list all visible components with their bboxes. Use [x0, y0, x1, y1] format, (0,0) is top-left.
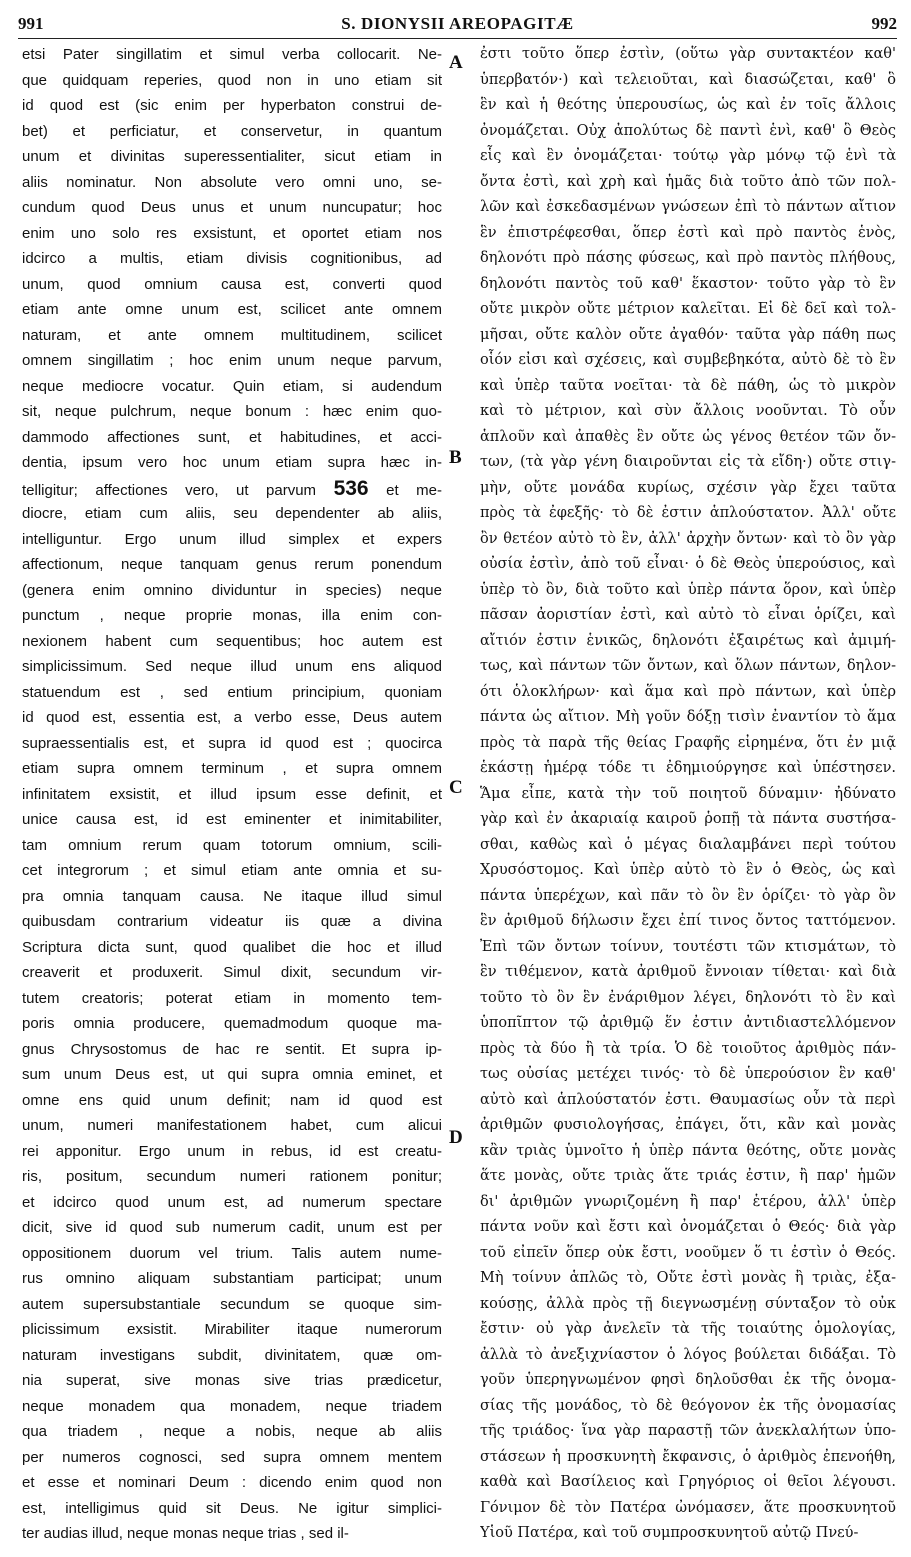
header-rule — [18, 38, 897, 39]
latin-text-line: idcirco a multis, etiam divisis cognitionibus, ad — [22, 250, 442, 267]
latin-text-line: naturam investigans subdit, divinitatem, quæ om- — [22, 1346, 442, 1364]
latin-text-line: et idcirco quod unum est, ad numerum spectare — [22, 1193, 442, 1211]
latin-text-line: dentia, ipsum vero hoc unum etiam supra hæc in- — [22, 454, 442, 471]
latin-text-line: pra omnia tanquam causa. Ne itaque illud simul — [22, 887, 442, 905]
latin-text-line: ter audias illud, neque monas neque trias , sed il- — [22, 1525, 349, 1542]
section-marker-c: C — [449, 777, 463, 798]
greek-text-line: δι' ἀριθμῶν γνωριζομένη ἢ παρ' ἑτέρου, ἀλλ' ὑπὲρ — [480, 1193, 896, 1210]
greek-text-line: ἀριθμῶν φυσιολογήσας, ἐπάγει, ὅτι, κἂν καὶ μονὰς — [480, 1117, 896, 1133]
greek-text-line: καθὰ καὶ Βασίλειος καὶ Γρηγόριος οἱ θεῖοι λέγουσι. — [480, 1474, 896, 1490]
running-header — [18, 8, 897, 38]
latin-text-line: creaverit et produxerit. Simul dixit, secundum vir- — [22, 964, 442, 981]
greek-text-line: πάντα νοῦν καὶ ἔστι καὶ ὀνομάζεται ὁ Θεός· διὰ γὰρ — [480, 1219, 896, 1235]
greek-text-line: τοῦ εἰπεῖν ὅπερ οὐκ ἔστι, νοοῦμεν ὅ τι ἐστὶν ὁ Θεός. — [480, 1244, 896, 1261]
greek-text-line: δηλονότι παντὸς τοῦ καθ' ἕκαστον· τοῦτο γὰρ τὸ ἓν — [480, 275, 896, 292]
greek-text-line: στάσεων ἡ προσκυνητὴ ἔκφανσις, ὁ ἀριθμὸς ἐπενοήθη, — [480, 1448, 896, 1465]
latin-text-line: infinitatem exsistit, et illud ipsum esse definit, et — [22, 785, 442, 803]
greek-text-line: ἓν ἐπιστρέφεσθαι, ὅπερ ἐστὶ καὶ πρὸ παντὸς ἑνὸς, — [480, 224, 896, 241]
greek-text-line: των, (τὰ γὰρ γένη διαιροῦνται εἰς τὰ εἴδη·) οὔτε στιγ- — [480, 454, 896, 470]
greek-text-line: καὶ τὸ μέτριον, καὶ σὺν ἄλλοις νοοῦνται. Τὸ οὖν — [480, 403, 896, 419]
latin-text-line: tam omnium rerum quam totorum omnium, scili- — [22, 836, 442, 854]
latin-text-line: unum et divinitas superessentialiter, sicut etiam in — [22, 148, 442, 165]
greek-text-line: Ἐπὶ τῶν ὄντων τοίνυν, τουτέστι τῶν κτισμάτων, τὸ — [480, 938, 896, 955]
latin-text-line: ris, positum, secundum numeri rationem ponitur; — [22, 1168, 442, 1185]
running-title: S. DIONYSII AREOPAGITÆ — [341, 14, 574, 33]
greek-text-line: ἓν τιθέμενον, κατὰ ἀριθμοῦ ἔννοιαν τίθεται· καὶ διὰ — [480, 964, 896, 980]
latin-text-line — [22, 476, 442, 502]
latin-text-line: cundum quod Deus unus et unum nuncupatur; hoc — [22, 199, 442, 216]
greek-text-line: λῶν καὶ ἐσκεδασμένων γνώσεων ἐπὶ τὸ πάντων αἴτιον — [480, 199, 896, 215]
greek-text-line: ὀνομάζεται. Οὐχ ἀπολύτως δὲ παντὶ ἑνὶ, καθ' ὃ Θεὸς — [480, 122, 896, 139]
latin-text-line: cet integrorum ; et simul etiam ante omnia et su- — [22, 862, 442, 879]
section-marker-b: B — [449, 447, 462, 468]
page-number-right: 992 — [871, 14, 897, 33]
latin-text-line: intelliguntur. Ergo unum illud simplex et expers — [22, 530, 442, 548]
latin-column — [22, 42, 442, 1547]
latin-text-line: sum unum Deus est, ut qui supra omnia eminet, et — [22, 1066, 442, 1083]
section-marker-d: D — [449, 1127, 463, 1148]
latin-text-line: dammodo affectiones sunt, et habitudines, et acci- — [22, 428, 442, 446]
greek-text-line: εἷς καὶ ἓν ὀνομάζεται· τούτῳ γὰρ μόνῳ τῷ ἑνὶ τὰ — [480, 148, 896, 164]
greek-text-line: αἴτιόν ἐστιν ἑνικῶς, δηλονότι ἐξαιρέτως καὶ ἀμιμή- — [480, 632, 896, 649]
greek-text-line: ὑποπῖπτον τῷ ἀριθμῷ ἕν ἐστιν ἀντιδιαστελλόμενον — [480, 1015, 896, 1031]
column-number: 536 — [333, 476, 369, 500]
greek-text-line: μῆσαι, οὔτε καλὸν οὔτε ἀγαθόν· ταῦτα γὰρ πάθη πως — [480, 326, 896, 343]
latin-text-line: omne ens quid unum definit; nam id quod est — [22, 1091, 442, 1109]
latin-text-line: punctum , neque proprie monas, illa enim con- — [22, 607, 442, 624]
latin-text-line: autem supersubstantiale secundum se quoque sim- — [22, 1295, 442, 1313]
section-marker-a: A — [449, 52, 463, 73]
greek-text-line: Υἱοῦ Πατέρα, καὶ τοῦ συμπροσκυνητοῦ αὐτῷ Πνεύ- — [480, 1525, 859, 1541]
latin-text-line: poris omnia producere, quemadmodum quoque ma- — [22, 1015, 442, 1032]
latin-text-line: affectionum, neque tanquam genus rerum ponendum — [22, 556, 442, 573]
latin-text-line: statuendum est , sed entium principium, quoniam — [22, 683, 442, 701]
greek-text-line: κούσῃς, ἀλλὰ πρὸς τῇ διεγνωσμένῃ σύνταξον τὸ οὐκ — [480, 1295, 896, 1312]
greek-text-line: καὶ ὑπὲρ ταῦτα νοεῖται· τὰ δὲ πάθη, ὡς τὸ μικρὸν — [480, 377, 896, 394]
greek-text-line: ἁπλοῦν καὶ ἀπαθὲς ἓν οὔτε ὡς γένος θετέον τῶν ὄν- — [480, 428, 896, 445]
greek-text-line: πᾶσαν ἀοριστίαν ἐστὶ, καὶ αὐτὸ τὸ εἶναι ὁρίζει, καὶ — [480, 607, 896, 623]
greek-text-line: Γόνιμον δὲ τὸν Πατέρα ὠνόμασεν, ἅτε προσκυνητοῦ — [480, 1499, 896, 1516]
latin-text-line: omnem singillatim ; hoc enim unum neque parvum, — [22, 352, 442, 369]
latin-text-line: plicissimum exsistit. Mirabiliter itaque numerorum — [22, 1321, 442, 1338]
greek-text-line: οἷόν εἰσι καὶ σχέσεις, καὶ συμβεβηκότα, αὐτὸ δὲ τὸ ἓν — [480, 352, 896, 368]
latin-text-line: simplicissimum. Sed neque illud unum ens aliquod — [22, 658, 442, 675]
latin-text-line: qua triadem , neque a nobis, neque ab aliis — [22, 1423, 442, 1440]
latin-text-line: etiam supra omnem terminum , et supra omnem — [22, 760, 442, 777]
text-fragment: et me- — [368, 481, 442, 499]
greek-text-line: ἔστιν· οὐ γὰρ ἀνελεῖν τὰ τῆς τοιαύτης ὁμολογίας, — [480, 1321, 896, 1337]
latin-text-line: diocre, etiam cum aliis, seu dependenter ab aliis, — [22, 505, 442, 522]
greek-text-line: πρὸς τὰ δύο ἢ τὰ τρία. Ὁ δὲ τοιοῦτος ἀριθμὸς πάν- — [480, 1040, 896, 1057]
greek-text-line: οὐσία ἐστὶν, ἀπὸ τοῦ εἶναι· ὁ δὲ Θεὸς ὑπερούσιος, καὶ — [480, 556, 896, 572]
latin-text-line: bet) et perficiatur, et conservetur, in quantum — [22, 122, 442, 140]
greek-text-line: πάντα ὡς αἴτιον. Μὴ γοῦν δόξῃ τισὶν ἐναντίον τὸ ἅμα — [480, 709, 896, 725]
latin-text-line: aliis nominatur. Non absolute vero omni uno, se- — [22, 173, 442, 191]
greek-text-line: Μὴ τοίνυν ἁπλῶς τὸ, Οὔτε ἐστὶ μονὰς ἢ τριὰς, ἐξα- — [480, 1270, 896, 1286]
latin-text-line: etiam ante omne unum est, scilicet ante omnem — [22, 301, 442, 318]
greek-text-line: ἑκάστῃ ἡμέρᾳ τόδε τι ἐδημιούργησε καὶ ὑπέστησεν. — [480, 760, 896, 776]
latin-text-line: id quod est, essentia est, a verbo esse, Deus autem — [22, 709, 442, 726]
greek-text-line: πάντα ὑπερέχων, καὶ πᾶν τὸ ὂν ἓν ὁρίζει· τὸ γὰρ ὂν — [480, 887, 896, 904]
latin-text-line: sit, neque pulchrum, neque bonum : hæc enim quo- — [22, 403, 442, 420]
latin-text-line: id quod est (sic enim per hyperbaton construi de- — [22, 97, 442, 114]
greek-text-line: τῆς τριάδος· ἵνα γὰρ παραστῇ τῶν ἀνεκλαλήτων ὑπο- — [480, 1423, 896, 1439]
greek-text-line: Ἅμα εἶπε, κατὰ τὴν τοῦ ποιητοῦ δύναμιν· ἠδύνατο — [480, 785, 896, 802]
greek-text-line: ἅτε μονὰς, οὔτε τριὰς ἅτε τριάς ἐστιν, ἢ παρ' ἡμῶν — [480, 1168, 896, 1184]
greek-text-line: ἓν καὶ ἡ θεότης ὑπερουσίως, ὡς καὶ ἐν τοῖς ἄλλοις — [480, 97, 896, 113]
greek-text-line: γοῦν ὑπερηγνωμένον φησὶ δηλοῦσθαι ἐκ τῆς ὀνομα- — [480, 1372, 896, 1388]
latin-text-line: tutem creatoris; poterat etiam in momento tem- — [22, 989, 442, 1007]
greek-text-line: ὑπερβατόν·) καὶ τελειοῦται, καὶ διασώζεται, καθ' ὃ — [480, 71, 896, 88]
greek-text-line: σθαι, καθὼς καὶ ὁ μέγας διαλαμβάνει περὶ τούτου — [480, 836, 896, 853]
latin-text-line: enim uno solo res exsistunt, et oportet etiam nos — [22, 224, 442, 242]
greek-text-line: ἓν ἀριθμοῦ δήλωσιν ἔχει ἐπί τινος ὄντος ταττόμενον. — [480, 913, 896, 929]
latin-text-line: supraessentialis est, et supra id quod est ; quocirca — [22, 734, 442, 752]
greek-text-line: ὂν θετέον αὐτὸ τὸ ἓν, ἀλλ' ἀρχὴν ὄντων· καὶ τὸ ὂν γὰρ — [480, 530, 896, 547]
greek-text-line: ἀλλὰ τὸ ἀνεξιχνίαστον ὁ λόγος βούλεται διδάξαι. Τὸ — [480, 1346, 896, 1363]
greek-text-line: ότι ὁλοκλήρων· καὶ ἅμα καὶ πρὸ πάντων, καὶ ὑπὲρ — [480, 683, 896, 700]
latin-text-line: unice causa est, id est eminenter et inimitabiliter, — [22, 811, 442, 828]
latin-text-line: rus omnino aliquam substantiam participat; unum — [22, 1270, 442, 1287]
greek-column — [480, 42, 896, 1547]
latin-text-line: et esse et nominari Deum : dicendo enim quod non — [22, 1474, 442, 1491]
latin-text-line: (genera enim omnino dividuntur in species) neque — [22, 581, 442, 599]
latin-text-line: que quidquam reperies, quod non in uno etiam sit — [22, 71, 442, 89]
greek-text-line: μὴν, οὔτε μονάδα κυρίως, σχέσιν γὰρ ἔχει ταῦτα — [480, 479, 896, 496]
latin-text-line: unum, quod omnium causa est, converti quod — [22, 275, 442, 293]
latin-text-line: Scriptura dicta sunt, quod qualibet die hoc et illud — [22, 938, 442, 956]
latin-text-line: naturam, et ante omnem multitudinem, scilicet — [22, 326, 442, 344]
greek-text-line: τοῦτο τὸ ὂν ἓν ἐνάριθμον λέγει, δηλονότι τὸ ἓν καὶ — [480, 989, 896, 1006]
latin-text-line: dicit, sive id quod sub numerum cadit, unum est per — [22, 1219, 442, 1236]
latin-text-line: etsi Pater singillatim et simul verba collocarit. Ne- — [22, 46, 442, 63]
greek-text-line: αὐτὸ καὶ ἁπλούστατόν ἐστι. Θαυμασίως οὖν τὰ περὶ — [480, 1091, 896, 1108]
latin-text-line: est, intelligimus quid sit Deus. Ne igitur simplici- — [22, 1499, 442, 1517]
latin-text-line: quibusdam contrarium videatur iis quæ a divina — [22, 913, 442, 930]
greek-text-line: τως οὐσίας μετέχει τινός· τὸ δὲ ὑπερούσιον ἓν καθ' — [480, 1066, 896, 1082]
latin-text-line: nexionem habent cum sequentibus; hoc autem est — [22, 632, 442, 650]
greek-text-line: πρὸς τὰ ἐφεξῆς· τὸ δὲ ἐστιν ἁπλούστατον. Ἀλλ' οὔτε — [480, 505, 896, 521]
greek-text-line: οὔτε μικρὸν οὔτε μέτριον καλεῖται. Εἰ δὲ δεῖ καὶ τολ- — [480, 301, 896, 317]
greek-text-line: γὰρ καὶ ἐν ἀκαριαίᾳ καιροῦ ῥοπῇ τὰ πάντα συστήσα- — [480, 811, 896, 827]
latin-text-line: oppositionem duorum vel trium. Talis autem nume- — [22, 1244, 442, 1262]
greek-text-line: κἂν τριὰς ὑμνοῖτο ἡ ὑπὲρ πάντα θεότης, οὔτε μονὰς — [480, 1142, 896, 1159]
greek-text-line: δηλονότι πρὸ πάσης φύσεως, καὶ πρὸ παντὸς πλήθους, — [480, 250, 896, 266]
greek-text-line: ἐστι τοῦτο ὅπερ ἐστὶν, (οὕτω γὰρ συντακτέον καθ' — [480, 46, 896, 62]
text-fragment: telligitur; affectiones vero, ut parvum — [22, 481, 317, 499]
greek-text-line: Χρυσόστομος. Καὶ ὑπὲρ αὐτὸ τὸ ἓν ὁ Θεὸς, ὡς καὶ — [480, 862, 896, 878]
greek-text-line: πρὸς τὰ παρὰ τῆς θείας Γραφῆς εἰρημένα, ὅτι ἐν μιᾷ — [480, 734, 896, 751]
latin-text-line: rei apponitur. Ergo unum in rebus, id est creatu- — [22, 1142, 442, 1160]
page-number-left: 991 — [18, 14, 44, 33]
latin-text-line: nia superat, sive monas sive trias prædicetur, — [22, 1372, 442, 1389]
latin-text-line: neque monadem qua monadem, neque triadem — [22, 1397, 442, 1415]
greek-text-line: ὄντα ἐστὶ, καὶ χρὴ καὶ ἡμᾶς διὰ τοῦτο ἀπὸ τῶν πολ- — [480, 173, 896, 190]
latin-text-line: per numeros cognosci, sed supra omnem mentem — [22, 1448, 442, 1466]
greek-text-line: σίας τῆς μονάδος, τὸ δὲ θεόγονον ἐκ τῆς ὀνομασίας — [480, 1397, 896, 1414]
greek-text-line: ὑπὲρ τὸ ὂν, διὰ τοῦτο καὶ ὑπὲρ πάντα ὅρον, καὶ ὑπὲρ — [480, 581, 896, 598]
latin-text-line: neque mediocre vocatur. Quin etiam, si audendum — [22, 377, 442, 395]
latin-text-line: unum, numeri manifestationem habet, cum alicui — [22, 1117, 442, 1134]
greek-text-line: τως, καὶ πάντων τῶν ὄντων, καὶ ὅλων πάντων, δηλον- — [480, 658, 896, 674]
latin-text-line: gnus Chrysostomus de hac re sentit. Et supra ip- — [22, 1040, 442, 1058]
